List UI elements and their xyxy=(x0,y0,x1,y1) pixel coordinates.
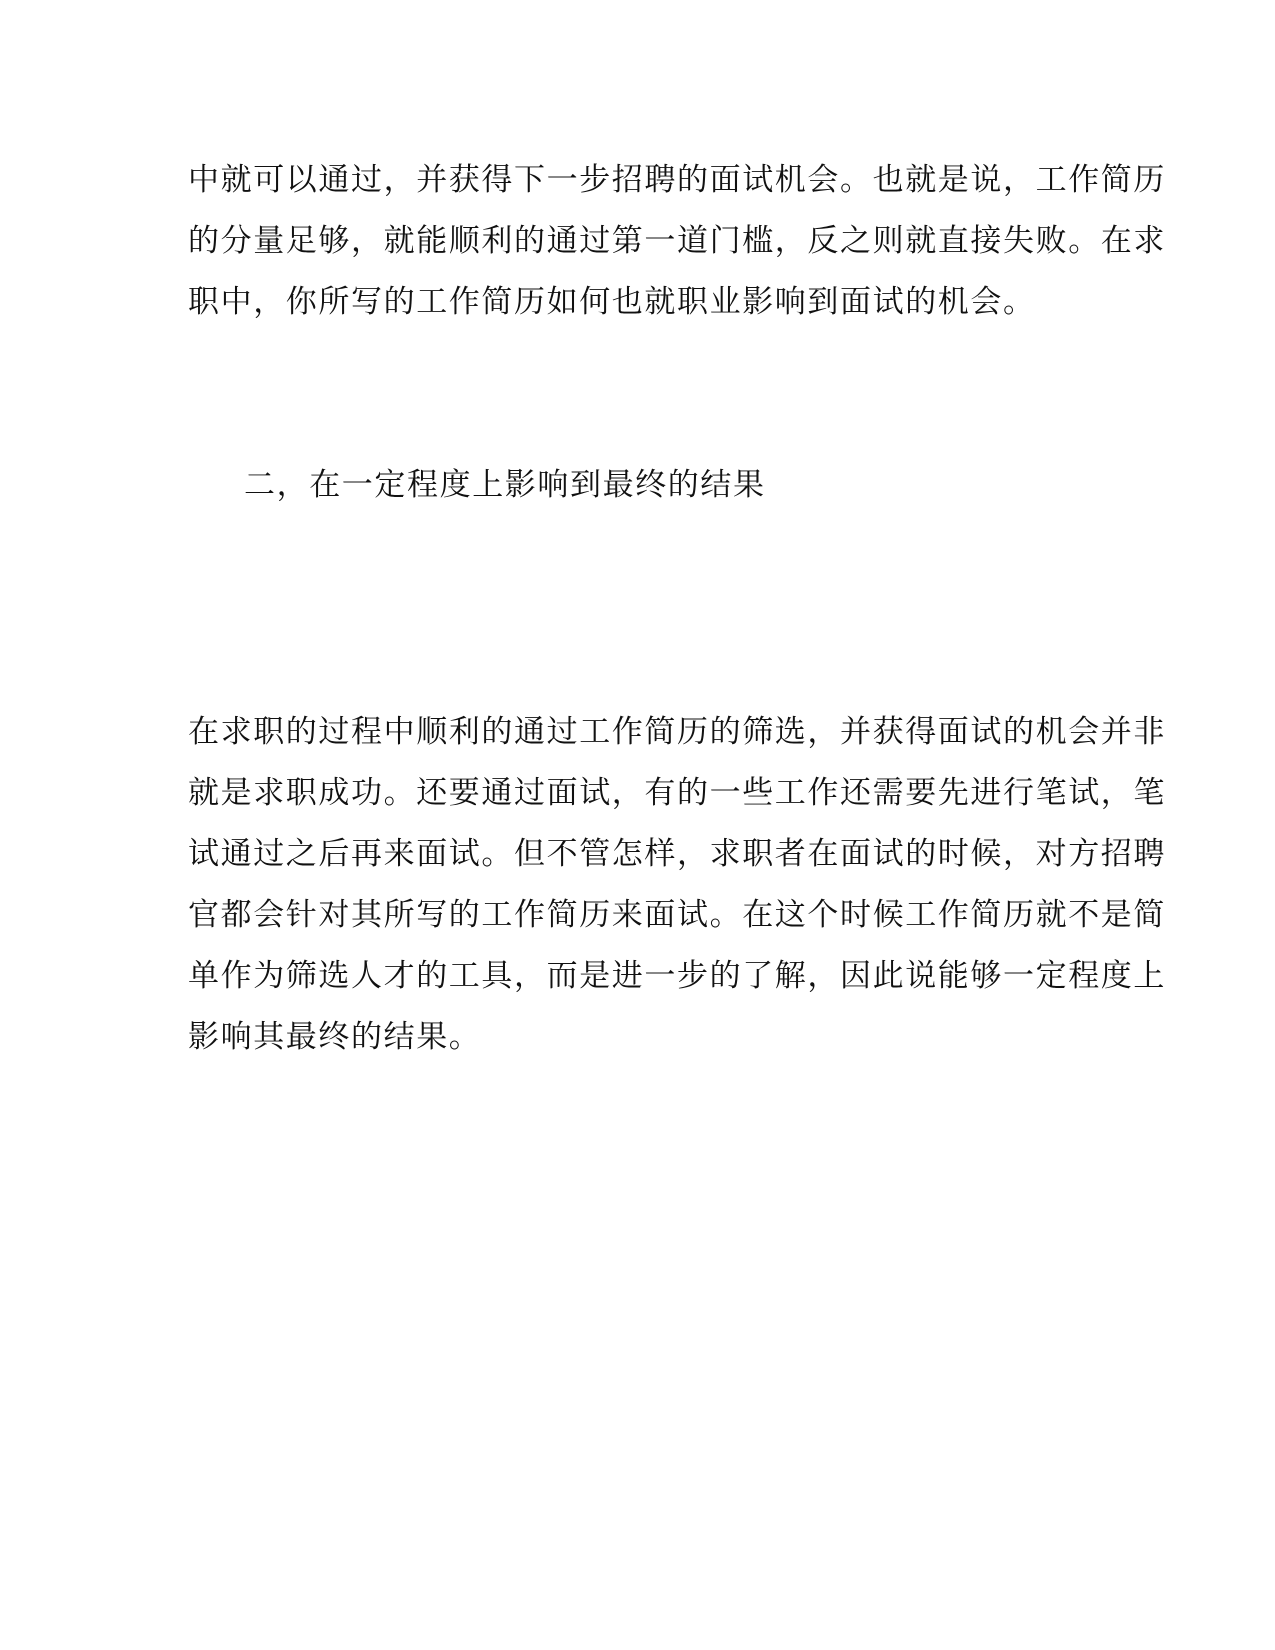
paragraph-1-line: 职中，你所写的工作简历如何也就职业影响到面试的机会。 xyxy=(188,284,1036,320)
paragraph-2-line: 在求职的过程中顺利的通过工作简历的筛选，并获得面试的机会并非 xyxy=(188,714,1166,750)
paragraph-1-line: 中就可以通过，并获得下一步招聘的面试机会。也就是说，工作简历 xyxy=(188,162,1166,198)
paragraph-2-line: 影响其最终的结果。 xyxy=(188,1019,482,1055)
paragraph-2-line: 单作为筛选人才的工具，而是进一步的了解，因此说能够一定程度上 xyxy=(188,958,1166,994)
paragraph-2-line: 官都会针对其所写的工作简历来面试。在这个时候工作简历就不是简 xyxy=(188,897,1166,933)
paragraph-2-line: 就是求职成功。还要通过面试，有的一些工作还需要先进行笔试，笔 xyxy=(188,775,1166,811)
paragraph-2-line: 试通过之后再来面试。但不管怎样，求职者在面试的时候，对方招聘 xyxy=(188,836,1166,872)
paragraph-1-line: 的分量足够，就能顺利的通过第一道门槛，反之则就直接失败。在求 xyxy=(188,223,1166,259)
section-heading: 二，在一定程度上影响到最终的结果 xyxy=(244,467,766,503)
